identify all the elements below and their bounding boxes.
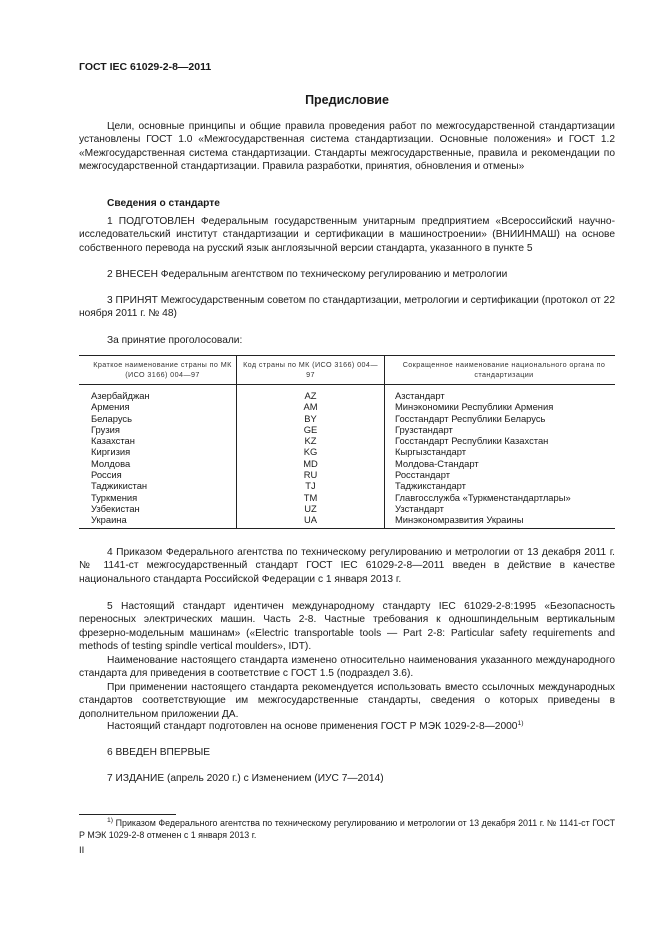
authority-name: Таджикстандарт	[385, 480, 616, 491]
table-row	[79, 458, 615, 469]
country-code: TJ	[237, 480, 385, 491]
country-name: Казахстан	[91, 435, 135, 447]
country-code: RU	[237, 469, 385, 480]
section-title: Сведения о стандарте	[107, 198, 220, 209]
authority-name: Кыргызстандарт	[385, 446, 616, 457]
page-number: II	[79, 845, 85, 856]
country-code: AM	[237, 401, 385, 412]
country-name: Беларусь	[91, 412, 133, 424]
country-name: Россия	[91, 469, 122, 481]
table-row	[79, 385, 615, 402]
table-row	[79, 401, 615, 412]
item-5-basis-paragraph	[79, 720, 615, 733]
country-code: KG	[237, 446, 385, 457]
document-header: ГОСТ IEC 61029-2-8—2011	[79, 61, 212, 73]
voted-label: За принятие проголосовали:	[107, 335, 243, 346]
country-code: AZ	[237, 385, 385, 402]
footnote	[79, 817, 615, 841]
table-row	[79, 435, 615, 446]
authority-name: Росстандарт	[385, 469, 616, 480]
item-5-references-paragraph: При применении настоящего стандарта рекомендуется использовать вместо ссылочных международных стандартов соответствующие им межгосударственные стандарты, сведения о которых приведены в дополнительном приложении ДА.	[79, 682, 615, 720]
country-name: Киргизия	[91, 446, 131, 458]
authority-name: Минэкономики Республики Армения	[385, 401, 616, 412]
country-code: KZ	[237, 435, 385, 446]
item-2-paragraph: 2 ВНЕСЕН Федеральным агентством по техническому регулированию и метрологии	[107, 269, 508, 280]
table-body	[79, 385, 615, 529]
country-code: UZ	[237, 503, 385, 514]
country-name: Армения	[91, 401, 130, 413]
authority-name: Узстандарт	[385, 503, 616, 514]
authority-name: Главгосслужба «Туркменстандартлары»	[385, 492, 616, 503]
country-name: Таджикистан	[91, 480, 148, 492]
item-6-paragraph: 6 ВВЕДЕН ВПЕРВЫЕ	[107, 747, 211, 758]
country-code: MD	[237, 458, 385, 469]
item-7-paragraph: 7 ИЗДАНИЕ (апрель 2020 г.) с Изменением (ИУС 7—2014)	[107, 773, 384, 784]
item-5-paragraph: 5 Настоящий стандарт идентичен международному стандарту IEC 61029-2-8:1995 «Безопасность переносных электрических машин. Часть 2-8. Частные требования к одношпиндельным вертикальным фрезерно-модельным машинам» («Electric transportable tools — Part 2-8: Particular safety requirements and methods of testing spindle vertical moulders», IDT).	[79, 601, 615, 653]
page-title: Предисловие	[305, 93, 389, 107]
country-code: UA	[237, 514, 385, 528]
country-name: Азербайджан	[91, 390, 150, 401]
table-row	[79, 446, 615, 457]
country-name: Узбекистан	[91, 502, 140, 514]
item-3-paragraph: 3 ПРИНЯТ Межгосударственным советом по стандартизации, метрологии и сертификации (протокол от 22 ноября 2011 г. № 48)	[79, 295, 615, 320]
country-code: GE	[237, 424, 385, 435]
item-5-name-change-paragraph: Наименование настоящего стандарта изменено относительно наименования указанного международного стандарта для приведения в соответствие с ГОСТ 1.5 (подраздел 3.6).	[79, 655, 615, 680]
table-row	[79, 424, 615, 435]
footnote-reference: 1)	[517, 720, 524, 727]
table-row	[79, 413, 615, 424]
intro-paragraph: Цели, основные принципы и общие правила проведения работ по межгосударственной стандартизации установлены ГОСТ 1.0 «Межгосударственная система стандартизации. Основные положения» и ГОСТ 1.2 «Межгосударственная система стандартизации. Стандарты межгосударственные, правила и рекомендации по межгосударственной стандартизации. Правила разработки, принятия, обновления и отмены»	[79, 121, 615, 173]
authority-name: Грузстандарт	[385, 424, 616, 435]
table-row	[79, 492, 615, 503]
table-row	[79, 514, 615, 528]
country-code: BY	[237, 413, 385, 424]
authority-name: Молдова-Стандарт	[385, 458, 616, 469]
column-header-authority: Сокращенное наименование национального органа по стандартизации	[385, 356, 616, 385]
countries-table	[79, 355, 615, 529]
item-4-paragraph: 4 Приказом Федерального агентства по техническому регулированию и метрологии от 13 декабря 2011 г. № 1141-ст межгосударственный стандарт ГОСТ IEC 61029-2-8—2011 введен в действие в качестве национального стандарта Российской Федерации с 1 января 2013 г.	[79, 547, 615, 585]
basis-text: Настоящий стандарт подготовлен на основе применения ГОСТ Р МЭК 1029-2-8—2000	[107, 721, 518, 732]
authority-name: Азстандарт	[385, 385, 616, 402]
column-header-code: Код страны по МК (ИСО 3166) 004—97	[237, 356, 385, 385]
authority-name: Госстандарт Республики Беларусь	[385, 413, 616, 424]
footnote-divider	[79, 814, 176, 815]
table-row	[79, 480, 615, 491]
authority-name: Минэкономразвития Украины	[385, 514, 616, 528]
footnote-marker: 1)	[107, 817, 114, 824]
country-name: Молдова	[91, 457, 131, 469]
footnote-text: Приказом Федерального агентства по техническому регулированию и метрологии от 13 декабря 2011 г. № 1141-ст ГОСТ Р МЭК 1029-2-8 отменен с 1 января 2013 г.	[79, 818, 615, 840]
table-row	[79, 469, 615, 480]
table-header-row	[79, 356, 615, 385]
country-name: Украина	[79, 514, 237, 528]
table-row	[79, 503, 615, 514]
country-code: TM	[237, 492, 385, 503]
country-name: Туркмения	[91, 491, 138, 503]
country-name: Грузия	[91, 423, 120, 435]
column-header-country: Краткое наименование страны по МК (ИСО 3166) 004—97	[79, 356, 237, 385]
authority-name: Госстандарт Республики Казахстан	[385, 435, 616, 446]
item-1-paragraph: 1 ПОДГОТОВЛЕН Федеральным государственным унитарным предприятием «Всероссийский научно-исследовательский институт стандартизации и сертификации в машиностроении» (ВНИИНМАШ) на основе собственного перевода на русский язык англоязычной версии стандарта, указанного в пункте 5	[79, 216, 615, 254]
